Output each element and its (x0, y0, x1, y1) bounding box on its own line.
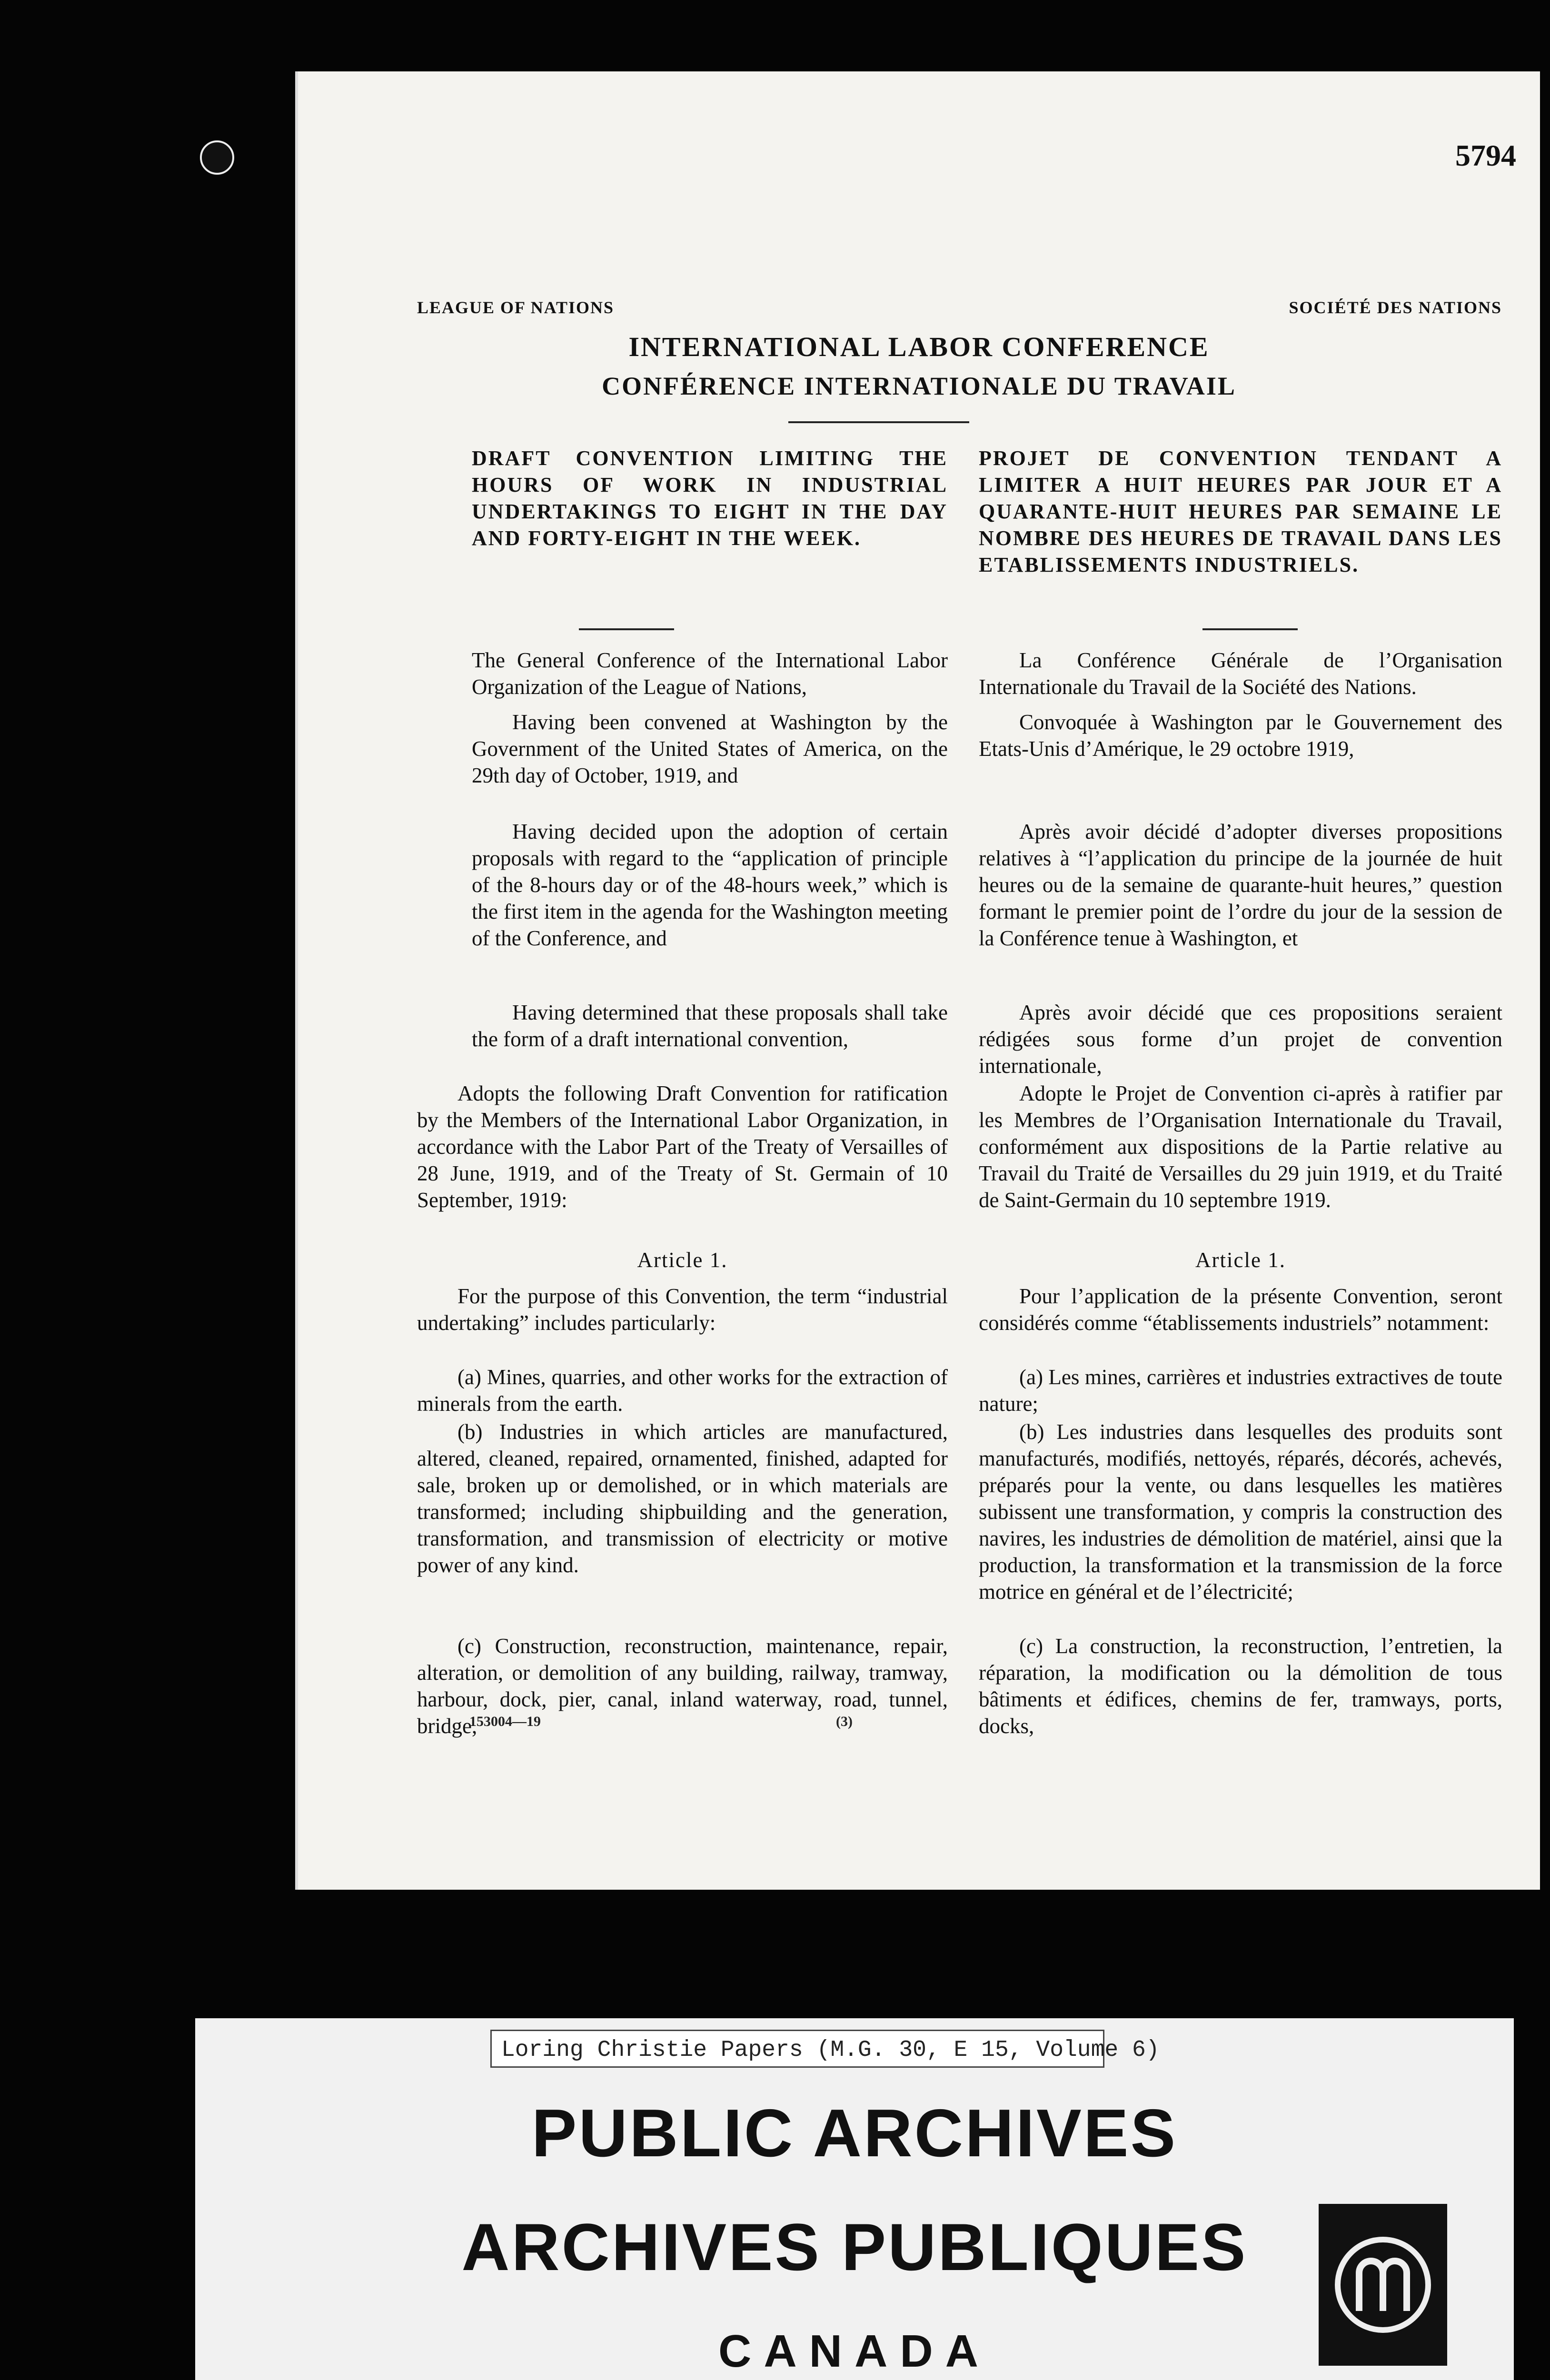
label-line-3: CANADA (718, 2326, 991, 2377)
fr-preamble: La Conférence Générale de l’Organisation Internationale du Travail de la Société des Nations. (979, 648, 1502, 699)
fr-item-c: (c) La construction, la reconstruction, l’entretien, la réparation, la modification ou la démolition de tous bâtiments et édifices, chemins de fer, tramways, ports, docks, (979, 1634, 1502, 1738)
label-line-2: ARCHIVES PUBLIQUES (461, 2210, 1248, 2284)
en-decided: Having decided upon the adoption of certain proposals with regard to the “application of principle of the 8-hours day or of the 48-hours week,” which is the first item in the agenda for the Washington meeting of the Conference, and (472, 820, 948, 950)
page-number: 5794 (1455, 139, 1516, 172)
conference-title-en: INTERNATIONAL LABOR CONFERENCE (628, 331, 1210, 362)
en-adopts: Adopts the following Draft Convention for ratification by the Members of the International Labor Organization, in accordance with the Labor Part of the Treaty of Versailles of 28 June, 1919, and of the Treaty of St. Germain of 10 September, 1919: (417, 1081, 948, 1212)
fr-adopts: Adopte le Projet de Convention ci-après à ratifier par les Membres de l’Organisation Internationale du Travail, conformément aux dispositions de la Partie relative au Travail du Traité de Versailles du 29 juin 1919, et du Traité de Saint-Germain du 10 septembre 1919. (979, 1081, 1502, 1212)
page-ref: (3) (836, 1714, 853, 1729)
en-item-c: (c) Construction, reconstruction, maintenance, repair, alteration, or demolition of any building, railway, tramway, harbour, dock, pier, canal, inland waterway, road, tunnel, bridge, (417, 1634, 948, 1738)
fr-convened: Convoquée à Washington par le Gouvernement des Etats-Unis d’Amérique, le 29 octobre 1919, (979, 710, 1502, 761)
print-code: 153004—19 (469, 1714, 541, 1729)
fr-decided: Après avoir décidé d’adopter diverses propositions relatives à “l’application du principe de la journée de huit heures ou de la semaine de quarante-huit heures,” question formant le premier point de l’ordre du jour de la session de la Conférence tenue à Washington, et (979, 820, 1502, 950)
english-column (417, 445, 948, 1742)
conference-title-fr: CONFÉRENCE INTERNATIONALE DU TRAVAIL (602, 372, 1236, 400)
fr-item-b: (b) Les industries dans lesquelles des produits sont manufacturés, modifiés, nettoyés, réparés, décorés, achevés, préparés pour la vente, ou dans lesquelles les matières subissent une transformation, y compris la construction des navires, les industries de démolition de matériel, ainsi que la production, la transformation et la transmission de la force motrice en général et de l’électricité; (979, 1420, 1502, 1604)
en-title: DRAFT CONVENTION LIMITING THE HOURS OF WORK IN INDUSTRIAL UNDERTAKINGS TO EIGHT IN THE DAY AND FORTY-EIGHT IN THE WEEK. (472, 446, 948, 550)
header-left: LEAGUE OF NATIONS (417, 298, 615, 317)
en-preamble: The General Conference of the International Labor Organization of the League of Nations, (472, 648, 948, 699)
label-line-1: PUBLIC ARCHIVES (531, 2095, 1178, 2171)
fr-determined: Après avoir décidé que ces propositions seraient rédigées sous forme d’un projet de convention internationale, (979, 1001, 1502, 1078)
divider-top (788, 421, 969, 423)
archives-logo (1319, 2204, 1447, 2366)
en-item-b: (b) Industries in which articles are manufactured, altered, cleaned, repaired, ornamented, finished, adapted for sale, broken up or demolished, or in which materials are transformed; including shipbuilding and the generation, transformation, and transmission of electricity or motive power of any kind. (417, 1420, 948, 1577)
en-item-a: (a) Mines, quarries, and other works for the extraction of minerals from the earth. (417, 1365, 948, 1416)
fr-item-a: (a) Les mines, carrières et industries extractives de toute nature; (979, 1365, 1502, 1416)
fr-article-intro: Pour l’application de la présente Convention, seront considérés comme “établissements industriels” notamment: (979, 1284, 1502, 1335)
archive-label (195, 2018, 1514, 2380)
en-determined: Having determined that these proposals shall take the form of a draft international convention, (472, 1001, 948, 1051)
en-convened: Having been convened at Washington by the Government of the United States of America, on the 29th day of October, 1919, and (472, 710, 948, 787)
fr-title: PROJET DE CONVENTION TENDANT A LIMITER A HUIT HEURES PAR JOUR ET A QUARANTE-HUIT HEURES PAR SEMAINE LE NOMBRE DES HEURES DE TRAVAIL DANS LES ETABLISSEMENTS INDUSTRIELS. (979, 446, 1502, 576)
document-page (295, 71, 1540, 1890)
en-article-heading: Article 1. (637, 1248, 728, 1272)
en-divider (579, 628, 674, 630)
en-article-intro: For the purpose of this Convention, the term “industrial undertaking” includes particularly: (417, 1284, 948, 1335)
archives-emblem-icon (1319, 2204, 1447, 2366)
header-right: SOCIÉTÉ DES NATIONS (1289, 298, 1502, 317)
fr-divider (1202, 628, 1298, 630)
french-column (979, 445, 1502, 1742)
fr-article-heading: Article 1. (1195, 1248, 1286, 1272)
punch-hole-left (200, 140, 234, 175)
collection-reference: Loring Christie Papers (M.G. 30, E 15, Volume 6) (490, 2030, 1104, 2068)
